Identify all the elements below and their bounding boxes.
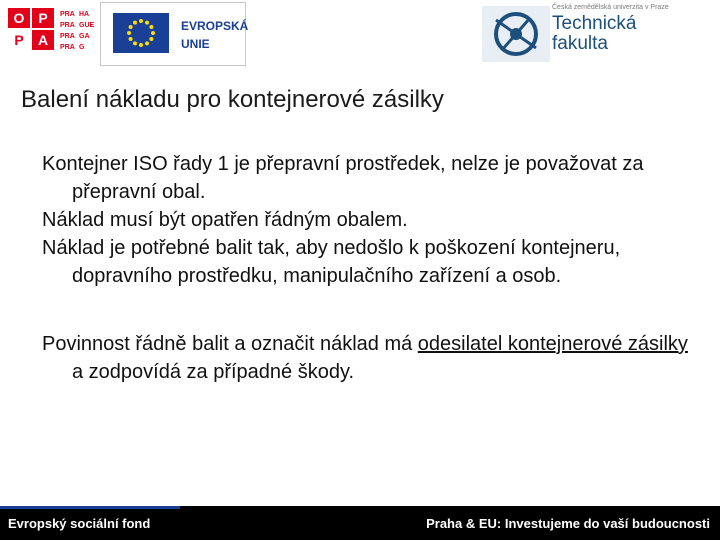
oppa-letter-p2: P (8, 30, 30, 50)
obligation-underlined: odesilatel kontejnerové zásilky (417, 333, 688, 355)
footer-right: Praha & EU: Investujeme do vaší budoucnosti (426, 516, 710, 531)
header (0, 0, 720, 72)
oppa-words (60, 6, 100, 52)
oppa-word: HA (79, 11, 90, 18)
oppa-word: PRA (60, 33, 75, 40)
faculty-emblem-icon (482, 6, 550, 62)
eu-line2: UNIE (181, 37, 210, 51)
oppa-word: PRA (60, 44, 75, 51)
faculty-name (552, 14, 637, 54)
oppa-letter-p: P (32, 8, 54, 28)
eu-line1: EVROPSKÁ (181, 19, 249, 33)
oppa-word: PRA (60, 11, 75, 18)
slide-body (42, 150, 702, 386)
paragraph: Náklad musí být opatřen řádným obalem. (42, 209, 408, 231)
oppa-letter-o: O (8, 8, 30, 28)
faculty-name-line1: Technická (552, 13, 637, 34)
obligation-text-before: Povinnost řádně balit a označit náklad má (42, 333, 418, 355)
oppa-word: PRA (60, 22, 75, 29)
obligation-text-after: a zodpovídá za případné škody. (72, 361, 355, 383)
oppa-logo (8, 6, 101, 52)
faculty-logo (472, 0, 720, 70)
slide-title: Balení nákladu pro kontejnerové zásilky (21, 86, 444, 113)
eu-flag-icon (113, 13, 169, 53)
faculty-name-line2: fakulta (552, 33, 608, 54)
paragraph: Kontejner ISO řady 1 je přepravní prostředek, nelze je považovat za přepravní obal. (42, 153, 644, 203)
footer-rule (0, 506, 180, 509)
faculty-university: Česká zemědělská univerzita v Praze (552, 4, 669, 11)
oppa-word: G (79, 44, 85, 51)
oppa-word: GA (79, 33, 90, 40)
paragraph-obligation (42, 330, 702, 386)
oppa-letter-a: A (32, 30, 54, 50)
footer (0, 506, 720, 540)
footer-left: Evropský sociální fond (8, 516, 151, 531)
eu-text (181, 17, 248, 53)
oppa-word: GUE (79, 22, 95, 29)
paragraph: Náklad je potřebné balit tak, aby nedošlo k poškození kontejneru, dopravního prostředku, manipulačního zařízení a osob. (42, 237, 621, 287)
eu-logo (100, 2, 249, 66)
